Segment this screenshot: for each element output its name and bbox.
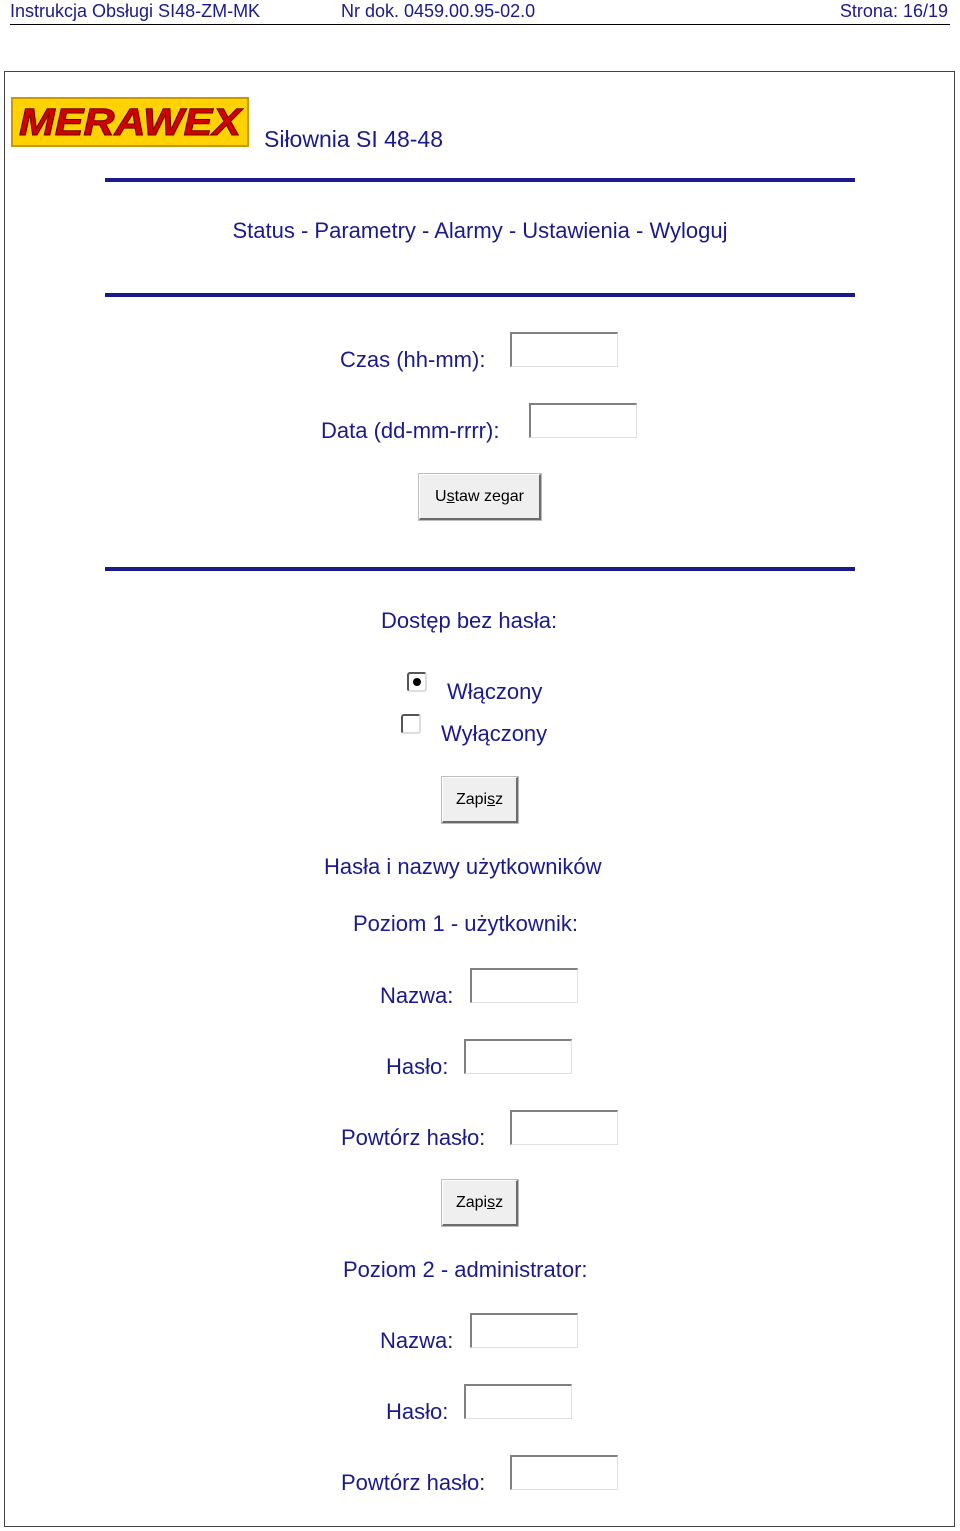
nav-parametry[interactable]: Parametry [314,218,416,243]
level1-name-input[interactable] [470,968,578,1003]
nav-ustawienia[interactable]: Ustawienia [522,218,630,243]
users-heading: Hasła i nazwy użytkowników [324,854,602,879]
save-access-label-2: z [495,791,504,808]
page-number: Strona: 16/19 [839,1,948,21]
level1-repeat-label: Powtórz hasło: [341,1125,486,1150]
nav-status[interactable]: Status [232,218,295,243]
date-label: Data (dd-mm-rrrr): [321,418,500,443]
set-clock-button[interactable] [419,474,541,520]
radio-enabled[interactable] [407,672,427,692]
radio-selected-dot [413,678,421,686]
set-clock-label-2: taw zegar [454,488,524,505]
save-level1-label-1: Zapi [455,1194,488,1211]
time-input[interactable] [510,332,618,367]
radio-disabled[interactable] [401,714,421,734]
date-input[interactable] [529,403,637,438]
access-heading: Dostęp bez hasła: [381,608,558,633]
time-label: Czas (hh-mm): [340,347,486,372]
save-level1-label-2: z [495,1194,504,1211]
level2-password-input[interactable] [464,1384,572,1419]
level2-repeat-input[interactable] [510,1455,618,1490]
level2-name-label: Nazwa: [380,1328,454,1353]
level2-heading: Poziom 2 - administrator: [343,1257,588,1282]
save-access-button[interactable] [442,777,518,823]
save-access-accel: s [487,791,496,808]
merawex-logo [11,97,249,147]
nav-sep: - [629,218,650,243]
divider-3 [105,567,855,571]
divider-1 [105,178,855,182]
nav-sep: - [294,218,315,243]
save-level1-button[interactable] [442,1180,518,1226]
nav-alarmy[interactable]: Alarmy [434,218,503,243]
level2-repeat-label: Powtórz hasło: [341,1470,486,1495]
radio-disabled-label: Wyłączony [441,721,548,746]
save-access-label-1: Zapi [455,791,488,808]
svg-text:MERAWEX: MERAWEX [19,102,244,144]
level1-repeat-input[interactable] [510,1110,618,1145]
document-number: Nr dok. 0459.00.95-02.0 [341,1,536,21]
document-header [10,0,950,25]
set-clock-accel: s [446,488,455,505]
nav-sep: - [415,218,435,243]
nav-wyloguj[interactable]: Wyloguj [649,218,728,243]
divider-2 [105,293,855,297]
radio-enabled-label: Włączony [447,679,543,704]
level2-name-input[interactable] [470,1313,578,1348]
level1-heading: Poziom 1 - użytkownik: [353,911,578,936]
page-title: Siłownia SI 48-48 [264,126,443,152]
level1-name-label: Nazwa: [380,983,454,1008]
level2-password-label: Hasło: [386,1399,449,1424]
document-title: Instrukcja Obsługi SI48-ZM-MK [10,1,261,21]
nav-sep: - [502,218,523,243]
save-level1-accel: s [487,1194,496,1211]
level1-password-label: Hasło: [386,1054,449,1079]
set-clock-label-1: U [435,488,447,505]
main-nav [0,218,960,244]
level1-password-input[interactable] [464,1039,572,1074]
